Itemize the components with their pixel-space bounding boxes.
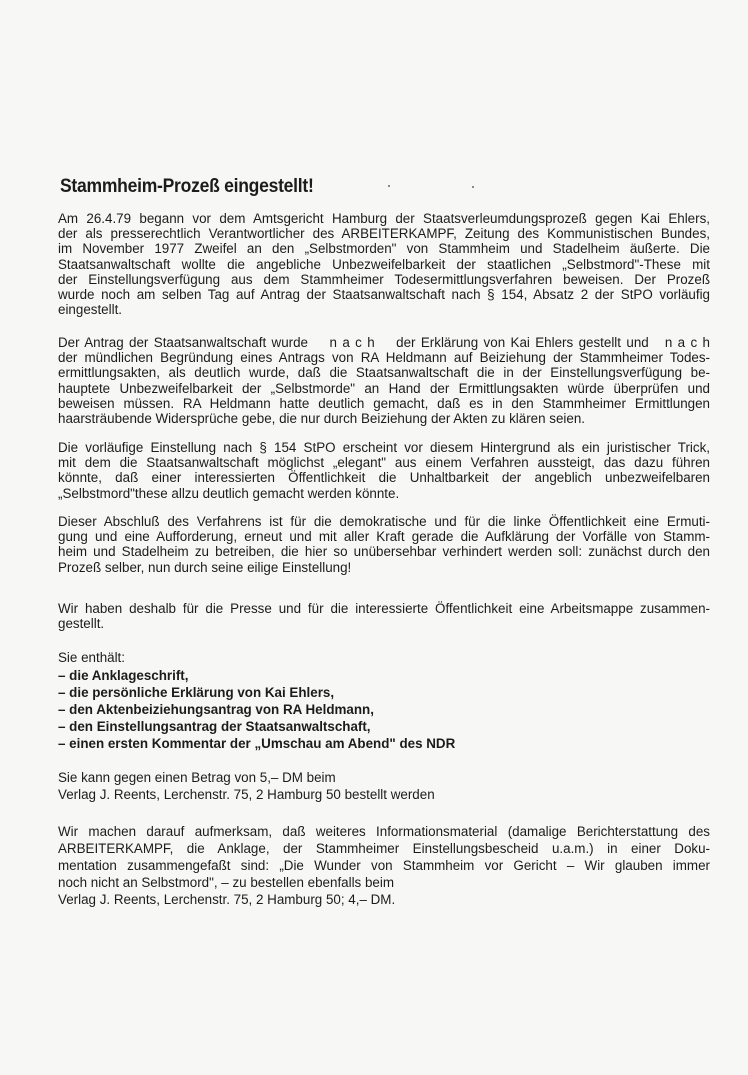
text-line: Sie kann gegen einen Betrag von 5,– DM beim	[58, 770, 336, 785]
text-line: Prozeß selber, nun durch seine eilige Einstellung!	[58, 559, 352, 575]
paragraph-3	[58, 440, 710, 501]
text-line: gestellt.	[58, 616, 105, 632]
contents-list	[58, 650, 710, 752]
text-line: mentation zusammengefaßt sind: „Die Wunder von Stammheim vor Gericht – Wir glauben immer	[58, 858, 710, 873]
text-line: könnte, daß einer interessierten Öffentlichkeit die Unhaltbarkeit der angeblich unbezweifelbaren	[58, 470, 710, 486]
text-line: Wir machen darauf aufmerksam, daß weiteres Informationsmaterial (damalige Berichterstattung des	[58, 824, 710, 839]
text-line: der mündlichen Begründung eines Antrags von RA Heldmann auf Beiziehung der Stammheimer Todes-	[58, 350, 710, 366]
text-line: Dieser Abschluß des Verfahrens ist für die demokratische und für die linke Öffentlichkeit eine Ermuti-	[58, 514, 710, 529]
list-item: – die persönliche Erklärung von Kai Ehlers,	[58, 685, 335, 701]
text-line: ARBEITERKAMPF, die Anklage, der Stammheimer Einstellungsbescheid u.a.m.) in einer Doku-	[58, 841, 710, 856]
text-line: Wir haben deshalb für die Presse und für die interessierte Öffentlichkeit eine Arbeitsmappe zusammen-	[58, 601, 710, 616]
text-line: beweisen müssen. RA Heldmann hatte deutlich gemacht, daß es in den Stammheimer Ermittlungen	[58, 395, 710, 411]
text-line: Der Antrag der Staatsanwaltschaft wurde n a c h der Erklärung von Kai Ehlers gestellt und n a c h	[58, 335, 710, 350]
paragraph-1	[58, 211, 710, 317]
text-line: Am 26.4.79 begann vor dem Amtsgericht Hamburg der Staatsverleumdungsprozeß gegen Kai Ehlers,	[58, 211, 710, 226]
text-line: wurde noch am selben Tag auf Antrag der Staatsanwaltschaft nach § 154, Absatz 2 der StPO vorläufig	[58, 286, 710, 302]
order-info	[58, 769, 710, 803]
list-item: – den Aktenbeiziehungsantrag von RA Heldmann,	[58, 702, 374, 718]
scan-speck	[472, 186, 474, 188]
text-line: Verlag J. Reents, Lerchenstr. 75, 2 Hamburg 50; 4,– DM.	[58, 892, 396, 907]
text-line: Die vorläufige Einstellung nach § 154 StPO erscheint vor diesem Hintergrund als ein juristischer Trick,	[58, 440, 710, 455]
text-line: ermittlungsakten, als deutlich wurde, daß die Staatsanwaltschaft die in der Einstellungsverfügung be-	[58, 365, 710, 381]
text-line: „Selbstmord"these allzu deutlich gemacht werden könnte.	[58, 485, 400, 501]
paragraph-5	[58, 601, 710, 631]
text-line: noch nicht an Selbstmord", – zu bestellen ebenfalls beim	[58, 875, 394, 890]
text-line: der als presserechtlich Verantwortlicher des ARBEITERKAMPF, Zeitung des Kommunistischen Bundes,	[58, 226, 710, 242]
text-line: eingestellt.	[58, 302, 123, 318]
text-line: heim und Stadelheim zu betreiben, die hier so unübersehbar verhindert werden soll: zunächst durch den	[58, 544, 710, 560]
list-intro: Sie enthält:	[58, 650, 125, 665]
list-item: – die Anklageschrift,	[58, 668, 189, 684]
paragraph-2	[58, 335, 710, 426]
scan-speck	[388, 185, 390, 187]
text-line: im November 1977 Zweifel an den „Selbstmorden" von Stammheim und Stadelheim äußerte. Die	[58, 241, 710, 257]
text-line: Verlag J. Reents, Lerchenstr. 75, 2 Hamburg 50 bestellt werden	[58, 787, 435, 802]
list-item: – einen ersten Kommentar der „Umschau am Abend" des NDR	[58, 736, 456, 752]
text-line: hauptete Unbezweifelbarkeit der „Selbstmorde" an Hand der Ermittlungsakten würde überprüfen und	[58, 380, 710, 396]
text-line: Staatsanwaltschaft wollte die angebliche Unbezweifelbarkeit der staatlichen „Selbstmord"-These mit	[58, 256, 710, 272]
paragraph-4	[58, 514, 710, 575]
text-line: mit dem die Staatsanwaltschaft möglichst „elegant" aus einem Verfahren aussteigt, das dazu führen	[58, 455, 710, 471]
text-line: der Einstellungsverfügung aus dem Stammheimer Todesermittlungsverfahren beweisen. Der Prozeß	[58, 271, 710, 287]
list-item: – den Einstellungsantrag der Staatsanwaltschaft,	[58, 719, 371, 735]
text-line: gung und eine Aufforderung, erneut und mit aller Kraft gerade die Aufklärung der Vorfälle von Stamm-	[58, 529, 710, 545]
text-line: haarsträubende Widersprüche gebe, die nur durch Beiziehung der Akten zu klären seien.	[58, 410, 586, 426]
additional-info	[58, 823, 710, 908]
document-title: Stammheim-Prozeß eingestellt!	[60, 175, 314, 197]
